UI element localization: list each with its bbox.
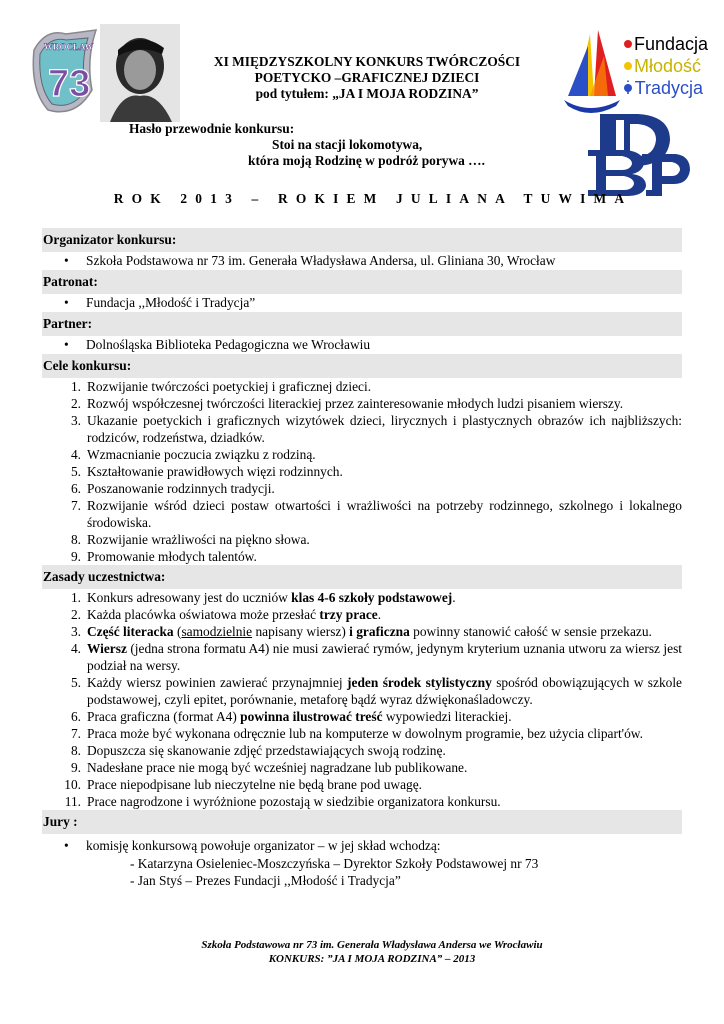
section-heading-jury: Jury :	[42, 810, 682, 834]
goal-item	[42, 395, 682, 412]
item-text: Ukazanie poetyckich i graficznych wizytówek dzieci, lirycznych i plastycznych obrazów ich najbliższych: rodziców, rodzeństwa, dziadków.	[87, 413, 682, 445]
item-text: Praca graficzna (format A4) powinna ilustrować treść wypowiedzi literackiej.	[87, 709, 512, 724]
rule-item	[42, 674, 682, 708]
partner-text: Dolnośląska Biblioteka Pedagogiczna we Wrocławiu	[86, 337, 371, 352]
motto-label: Hasło przewodnie konkursu:	[129, 121, 295, 136]
jury-text: komisję konkursową powołuje organizator – w jej skład wchodzą:	[86, 838, 441, 853]
rule-item	[42, 742, 682, 759]
organizer-text: Szkoła Podstawowa nr 73 im. Generała Władysława Andersa, ul. Gliniana 30, Wrocław	[86, 253, 556, 268]
goal-item	[42, 412, 682, 446]
item-number: 7.	[70, 726, 81, 741]
item-number: 4.	[70, 641, 81, 656]
item-text: Rozwój współczesnej twórczości literackiej przez zainteresowanie młodych ludzi pisaniem wierszy.	[87, 396, 624, 411]
bullet-icon: •	[64, 337, 69, 352]
list-item	[42, 252, 682, 270]
goal-item	[42, 531, 682, 548]
contest-title	[180, 54, 554, 102]
item-text: Kształtowanie prawidłowych więzi rodzinnych.	[87, 464, 343, 479]
item-number: 9.	[70, 549, 81, 564]
goal-item	[42, 378, 682, 395]
jury-member: - Katarzyna Osieleniec-Moszczyńska – Dyrektor Szkoły Podstawowej nr 73	[130, 856, 539, 871]
bullet-icon: •	[64, 295, 69, 310]
item-number: 6.	[70, 709, 81, 724]
item-number: 6.	[70, 481, 81, 496]
item-number: 7.	[70, 498, 81, 513]
goals-list	[42, 378, 682, 565]
title-line-3: pod tytułem: „JA I MOJA RODZINA”	[255, 86, 479, 101]
rule-item	[42, 725, 682, 742]
item-text: Wzmacnianie poczucia związku z rodziną.	[87, 447, 316, 462]
document-body	[42, 228, 682, 889]
motto-line-1: Stoi na stacji lokomotywa,	[272, 137, 423, 152]
bullet-icon: •	[64, 838, 69, 853]
footer-line-1: Szkoła Podstawowa nr 73 im. Generała Władysława Andersa we Wrocławiu	[201, 939, 543, 951]
item-number: 3.	[70, 624, 81, 639]
rule-item	[42, 606, 682, 623]
item-number: 5.	[70, 675, 81, 690]
item-number: 5.	[70, 464, 81, 479]
section-heading-partner: Partner:	[42, 312, 682, 336]
item-number: 2.	[70, 607, 81, 622]
rule-item	[42, 640, 682, 674]
rule-item	[42, 759, 682, 776]
bullet-icon: •	[64, 253, 69, 268]
item-number: 8.	[70, 743, 81, 758]
goal-item	[42, 480, 682, 497]
page-footer	[0, 938, 724, 966]
item-text: Praca może być wykonana odręcznie lub na komputerze w dowolnym programie, bez użycia clipart'ów.	[87, 726, 643, 741]
badge-text: WROCŁAW	[44, 42, 94, 52]
rule-item	[42, 589, 682, 606]
item-text: Konkurs adresowany jest do uczniów klas 4-6 szkoły podstawowej.	[87, 590, 456, 605]
item-number: 9.	[70, 760, 81, 775]
dbp-logo	[586, 110, 692, 198]
list-item	[42, 294, 682, 312]
item-text: Rozwijanie twórczości poetyckiej i graficznej dzieci.	[87, 379, 372, 394]
list-item	[42, 336, 682, 354]
rule-item	[42, 623, 682, 640]
fundacja-logo-line3: i Tradycja	[626, 78, 704, 98]
item-text: Nadesłane prace nie mogą być wcześniej nagradzane lub publikowane.	[87, 760, 468, 775]
fundacja-logo-line1: Fundacja	[634, 34, 709, 54]
goal-item	[42, 446, 682, 463]
item-number: 3.	[70, 413, 81, 428]
footer-line-2: KONKURS: ”JA I MOJA RODZINA” – 2013	[268, 953, 476, 965]
title-line-1: XI MIĘDZYSZKOLNY KONKURS TWÓRCZOŚCI	[213, 54, 521, 69]
item-text: Każdy wiersz powinien zawierać przynajmniej jeden środek stylistyczny spośród obowiązujących w szkole podstawowej, czyli epitet, porównanie, metaforę bądź wyraz dźwiękonaśladowczy.	[87, 675, 682, 707]
item-text: Każda placówka oświatowa może przesłać trzy prace.	[87, 607, 382, 622]
rule-item	[42, 793, 682, 810]
badge-number: 73	[48, 63, 91, 105]
item-text: Rozwijanie wrażliwości na piękno słowa.	[87, 532, 310, 547]
section-heading-patron: Patronat:	[42, 270, 682, 294]
item-number: 10.	[64, 777, 81, 792]
item-text: Prace niepodpisane lub nieczytelne nie będą brane pod uwagę.	[87, 777, 423, 792]
goal-item	[42, 497, 682, 531]
goal-item	[42, 548, 682, 565]
section-heading-goals: Cele konkursu:	[42, 354, 682, 378]
rules-list	[42, 589, 682, 810]
item-number: 2.	[70, 396, 81, 411]
fundacja-logo	[560, 26, 710, 122]
rule-item	[42, 708, 682, 725]
item-number: 4.	[70, 447, 81, 462]
item-text: Prace nagrodzone i wyróżnione pozostają w siedzibie organizatora konkursu.	[87, 794, 501, 809]
item-text: Rozwijanie wśród dzieci postaw otwartości i wrażliwości na potrzeby rodzinnego, szkolnego i lokalnego środowiska.	[87, 498, 682, 530]
item-number: 11.	[64, 794, 81, 809]
year-banner: ROK 2013 – ROKIEM JULIANA TUWIMA	[113, 191, 633, 206]
item-number: 8.	[70, 532, 81, 547]
item-text: Promowanie młodych talentów.	[87, 549, 257, 564]
patron-text: Fundacja ,,Młodość i Tradycja”	[86, 295, 256, 310]
item-text: Część literacka (samodzielnie napisany wiersz) i graficzna powinny stanowić całość w sensie przekazu.	[87, 624, 652, 639]
fundacja-logo-line2: Młodość	[634, 56, 702, 76]
item-text: Poszanowanie rodzinnych tradycji.	[87, 481, 275, 496]
section-heading-rules: Zasady uczestnictwa:	[42, 565, 682, 589]
item-number: 1.	[70, 379, 81, 394]
jury-member: - Jan Styś – Prezes Fundacji ,,Młodość i Tradycja”	[130, 873, 401, 888]
rule-item	[42, 776, 682, 793]
item-text: Dopuszcza się skanowanie zdjęć przedstawiających swoją rodzinę.	[87, 743, 446, 758]
motto-line-2: która moją Rodzinę w podróż porywa ….	[248, 153, 485, 168]
goal-item	[42, 463, 682, 480]
item-text: Wiersz (jedna strona formatu A4) nie musi zawierać rymów, jedynym kryterium uznania utworu za wiersz jest podział na wersy.	[87, 641, 682, 673]
item-number: 1.	[70, 590, 81, 605]
section-heading-organizer: Organizator konkursu:	[42, 228, 682, 252]
list-item	[42, 837, 682, 855]
school-badge-logo	[26, 20, 182, 124]
title-line-2: POETYCKO –GRAFICZNEJ DZIECI	[254, 70, 480, 85]
